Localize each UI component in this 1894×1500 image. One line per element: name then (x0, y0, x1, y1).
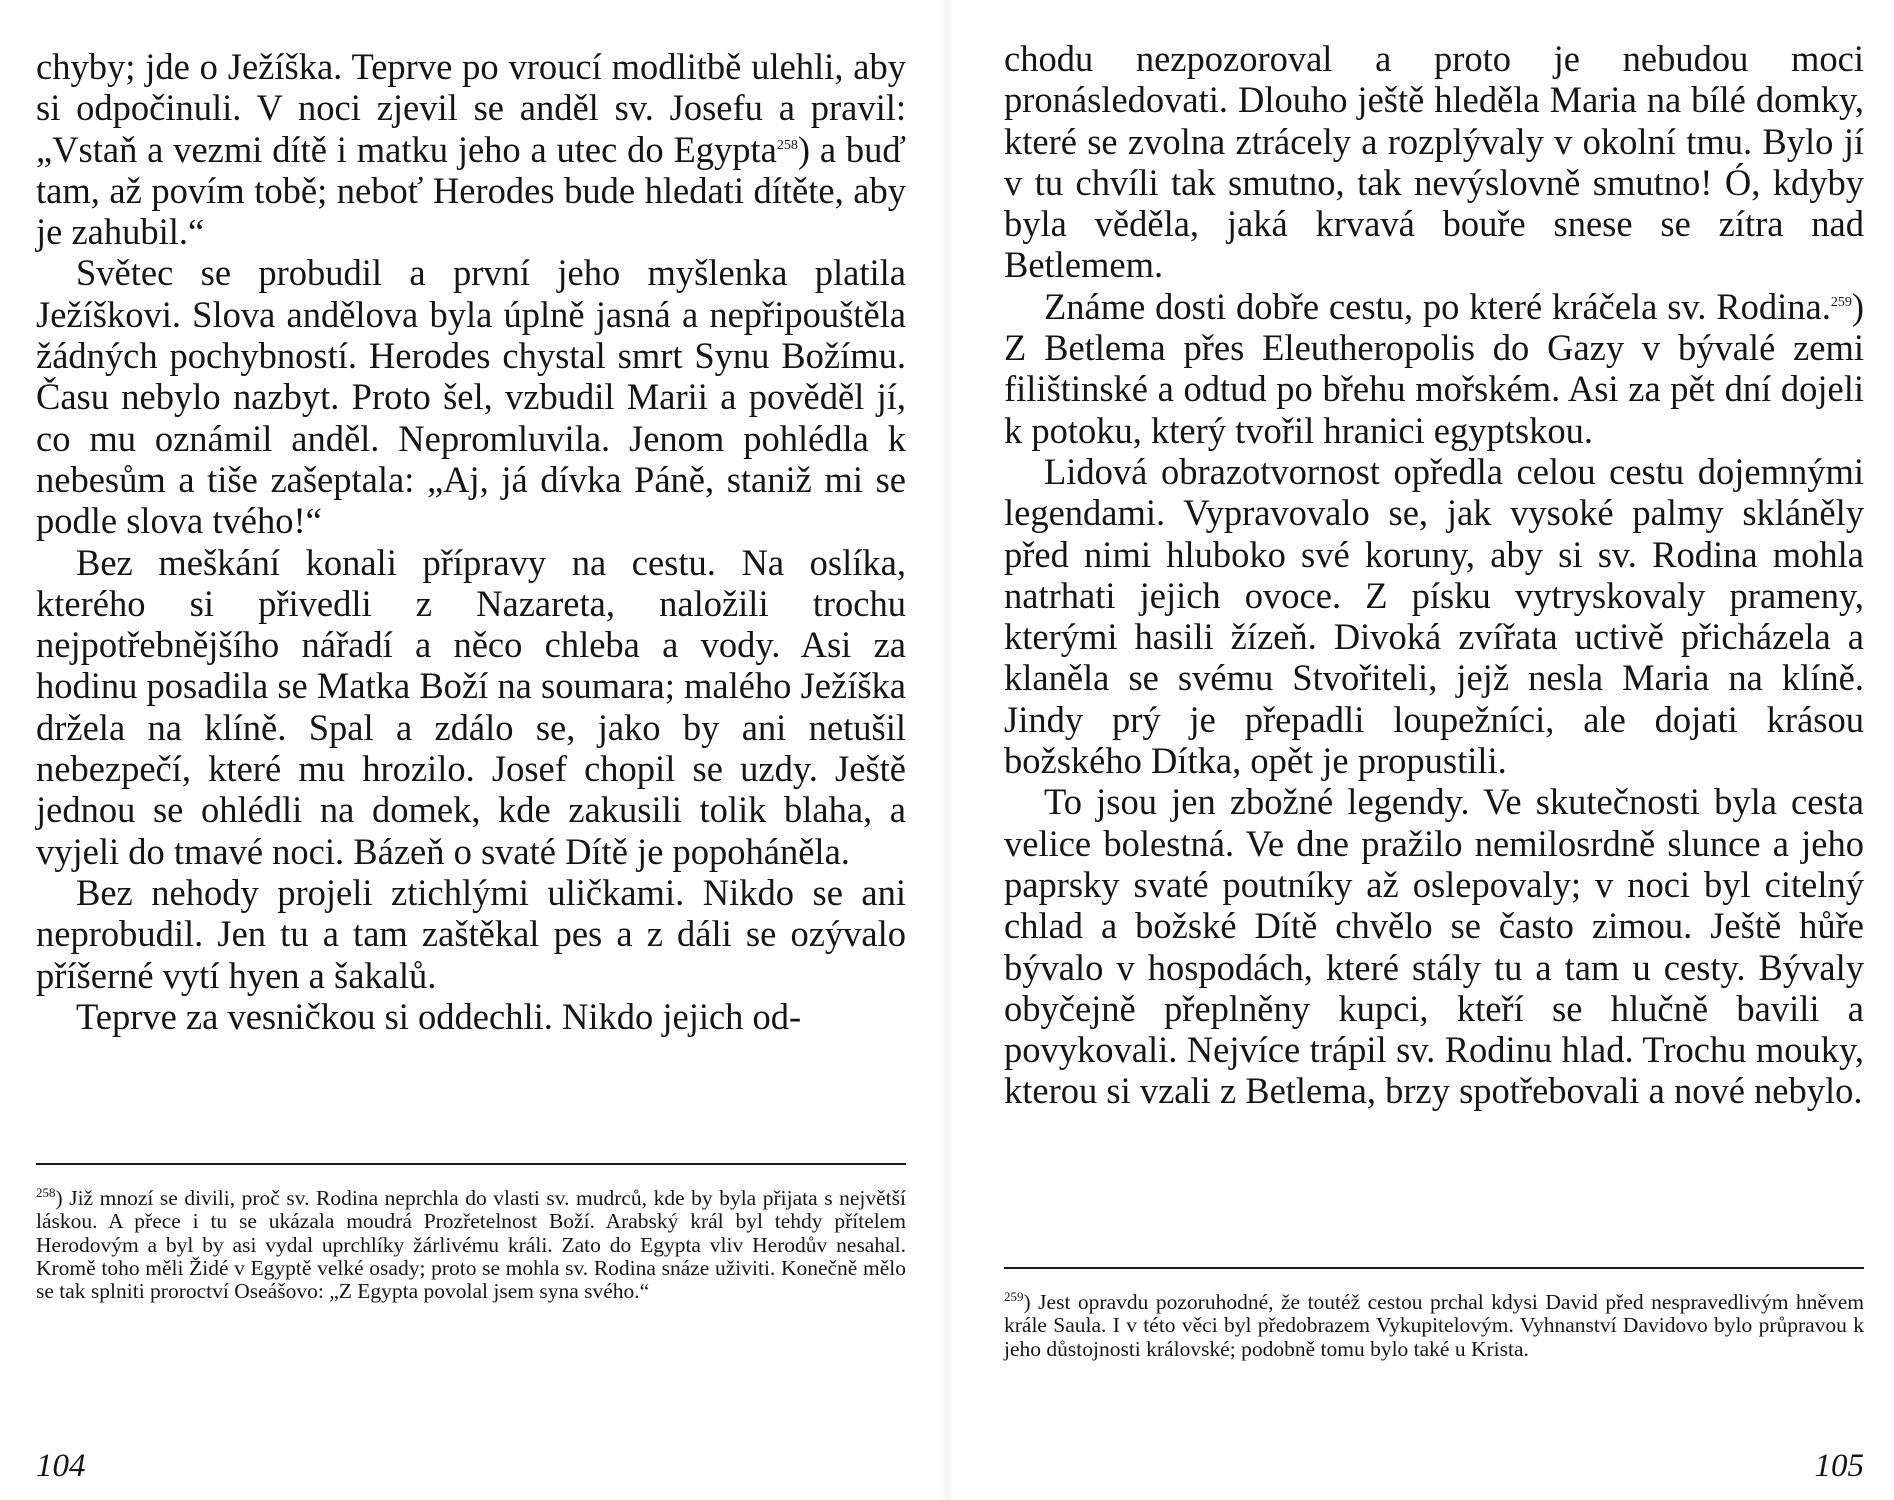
paragraph (1004, 451, 1864, 781)
paragraph-text: chodu nezpozoroval a proto je nebudou moci pronásledovati. Dlouho ještě hleděla Maria na bílé domky, které se zvolna ztrácely a rozplývaly v okolní tmu. Bylo jí v tu chvíli tak smutno, tak nevýslovně smutno! Ó, kdyby byla věděla, jaká krvavá bouře snese se zítra nad Betlemem. (1004, 38, 1864, 286)
paragraph (36, 872, 906, 996)
paragraph-text: ) Z Betlema přes Eleutheropolis do Gazy v bývalé zemi filištinské a odtud po břehu mořském. Asi za pět dní dojeli k potoku, který tvořil hranici egyptskou. (1004, 285, 1864, 451)
paragraph-text: ) a buď tam, až povím tobě; neboť Herodes bude hledati dítěte, aby je zahubil.“ (36, 128, 906, 253)
left-page-number: 104 (36, 1448, 86, 1484)
paragraph (36, 996, 906, 1037)
paragraph-text: Teprve za vesničkou si oddechli. Nikdo jejich od- (76, 995, 802, 1037)
paragraph (36, 46, 906, 252)
paragraph (1004, 286, 1864, 451)
paragraph (1004, 781, 1864, 1111)
right-page (1004, 0, 1864, 1500)
book-gutter (940, 0, 954, 1500)
right-footnote (1004, 1288, 1864, 1361)
left-footnote-rule (36, 1163, 906, 1165)
paragraph-text: Známe dosti dobře cestu, po které kráčela sv. Rodina. (1044, 285, 1831, 327)
right-footnote-rule (1004, 1267, 1864, 1269)
paragraph (36, 252, 906, 541)
paragraph (36, 542, 906, 872)
paragraph-text: Lidová obrazotvornost opředla celou cestu dojemnými legendami. Vypravovalo se, jak vysoké palmy skláněly před nimi hluboko své koruny, aby si sv. Rodina mohla natrhati jejich ovoce. Z písku vytryskovaly prameny, kterými hasili žízeň. Divoká zvířata uctivě přicházela a klaněla se svému Stvořiteli, jejž nesla Maria na klíně. Jindy prý je přepadli loupežníci, ale dojati krásou božského Dítka, opět je propustili. (1004, 450, 1864, 782)
left-footnote-number: 258 (36, 1184, 56, 1200)
right-body-text (1004, 38, 1864, 1112)
paragraph-text: Bez meškání konali přípravy na cestu. Na oslíka, kterého si přivedli z Nazareta, naložili trochu nejpotřebnějšího nářadí a něco chleba a vody. Asi za hodinu posadila se Matka Boží na soumara; malého Ježíška držela na klíně. Spal a zdálo se, jako by ani netušil nebezpečí, které mu hrozilo. Josef chopil se uzdy. Ještě jednou se ohlédli na domek, kde zakusili tolik blaha, a vyjeli do tmavé noci. Bázeň o svaté Dítě je popoháněla. (36, 541, 906, 872)
paragraph-text: Bez nehody projeli ztichlými uličkami. Nikdo se ani neprobudil. Jen tu a tam zaštěkal pes a z dáli se ozývalo příšerné vytí hyen a šakalů. (36, 871, 906, 996)
left-page (36, 0, 906, 1500)
left-body-text (36, 46, 906, 1037)
left-footnote-text: ) Již mnozí se divili, proč sv. Rodina neprchla do vlasti sv. mudrců, kde by byla přijata s největší láskou. A přece i tu se ukázala moudrá Prozřetelnost Boží. Arabský král byl tehdy přítelem Herodovým a byl by asi vydal uprchlíky žárlivému králi. Zato do Egypta vliv Herodův nesahal. Kromě toho měli Židé v Egyptě velké osady; proto se mohla sv. Rodina snáze uživiti. Konečně mělo se tak splniti proroctví Oseášovo: „Z Egypta povolal jsem syna svého.“ (36, 1186, 906, 1304)
footnote-reference: 258 (776, 137, 798, 153)
left-footnote (36, 1184, 906, 1304)
footnote-reference: 259 (1830, 294, 1852, 310)
right-footnote-text: ) Jest opravdu pozoruhodné, že toutéž cestou prchal kdysi David před nespravedlivým hněvem krále Saula. I v této věci byl předobrazem Vykupitelovým. Vyhnanství Davidovo bylo průpravou k jeho důstojnosti královské; podobně tomu bylo také u Krista. (1004, 1290, 1864, 1361)
paragraph-text: To jsou jen zbožné legendy. Ve skutečnosti byla cesta velice bolestná. Ve dne pražilo nemilosrdně slunce a jeho paprsky svaté poutníky až oslepovaly; v noci byl citelný chlad a božské Dítě chvělo se často zimou. Ještě hůře bývalo v hospodách, které stály tu a tam u cesty. Bývaly obyčejně přeplněny kupci, kteří se hlučně bavili a povykovali. Nejvíce trápil sv. Rodinu hlad. Trochu mouky, kterou si vzali z Betlema, brzy spotřebovali a nové nebylo. (1004, 781, 1864, 1112)
paragraph-text: Světec se probudil a první jeho myšlenka platila Ježíškovi. Slova andělova byla úplně jasná a nepřipouštěla žádných pochybností. Herodes chystal smrt Synu Božímu. Času nebylo nazbyt. Proto šel, vzbudil Marii a pověděl jí, co mu oznámil anděl. Nepromluvila. Jenom pohlédla k nebesům a tiše zašeptala: „Aj, já dívka Páně, staniž mi se podle slova tvého!“ (36, 252, 906, 542)
paragraph-text: chyby; jde o Ježíška. Teprve po vroucí modlitbě ulehli, aby si odpočinuli. V noci zjevil se anděl sv. Josefu a pravil: „Vstaň a vezmi dítě i matku jeho a utec do Egypta (36, 46, 906, 170)
right-footnote-number: 259 (1004, 1288, 1024, 1304)
right-page-number: 105 (1814, 1448, 1864, 1484)
paragraph (1004, 38, 1864, 286)
